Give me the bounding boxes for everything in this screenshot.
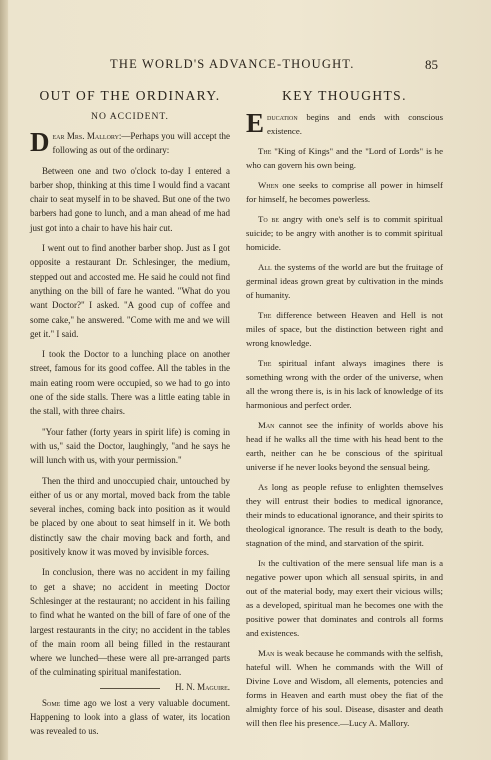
paragraph-text: the systems of the world are but the fruitage of germinal ideas grown great by cultivation in the minds of humanity. [246, 262, 443, 300]
paragraph [246, 110, 443, 138]
thought-paragraph [246, 556, 443, 640]
left-column-title: OUT OF THE ORDINARY. [39, 88, 221, 103]
page-number: 85 [425, 57, 438, 72]
thought-paragraph [246, 418, 443, 474]
paragraph: "Your father (forty years in spirit life) is coming in with us," said the Doctor, laughingly, "and he says he will lunch with us, with your permission." [30, 426, 230, 466]
paragraph-text: the cultivation of the mere sensual life man is a negative power upon which all sensual spirits, in and out of the material body, may exert their vicious wills; as a developed, spiritual man he becomes one with the positive power that dominates and controls all forms and existences. [246, 558, 443, 638]
lead-words: Some [42, 697, 61, 708]
paragraph-text: angry with one's self is to commit spiritual suicide; to be angry with another is to commit spiritual homicide. [246, 214, 443, 252]
lead-words: As [258, 482, 268, 492]
thought-paragraph [246, 308, 443, 350]
lead-words: ear Mrs. Mallory [52, 131, 119, 141]
paragraph: Then the third and unoccupied chair, untouched by either of us or any mortal, moved back from the table several inches, coming back into position as it would be placed by one about to seat himself in it. We both distinctly saw the chair moving back and forth, and positively know it was moved by invisible forces. [30, 475, 230, 558]
paragraph-text: time ago we lost a very valuable document. Happening to look into a glass of water, its location was revealed to us. [30, 697, 230, 737]
right-column [246, 88, 443, 736]
paragraph-text: long as people refuse to enlighten themselves they will entrust their bodies to medical ignorance, their minds to educational ignorance, and their spirits to theological ignorance. The result is death to the body, stagnation of the mind, and starvation of the spirit. [246, 482, 443, 548]
page-header [0, 57, 491, 75]
lead-words: The [258, 358, 272, 368]
lead-words: The [258, 310, 272, 320]
paragraph: I took the Doctor to a lunching place on another street, famous for its good coffee. All the tables in the main eating room were occupied, so we had to go into one of the side stalls. There was a little eating table in the stall, with three chairs. [30, 349, 230, 417]
article-subtitle: NO ACCIDENT. [91, 111, 169, 122]
lead-words: ducation [267, 112, 298, 122]
section-divider [100, 688, 160, 689]
thought-paragraph [246, 646, 443, 730]
paragraph-text: :—Perhaps you will accept the following as out of the ordinary: [52, 131, 230, 156]
paragraph [30, 129, 230, 158]
lead-words: When [258, 180, 279, 190]
page-spine-shadow [0, 0, 8, 760]
paragraph: I went out to find another barber shop. Just as I got opposite a restaurant Dr. Schlesinger, the medium, stepped out and accosted me. He said he could not find anything on the bill of fare he wanted. "What do you want Doctor?" I asked. "A good cup of coffee and some cake," he answered. "Come with me and we will get it." I said. [30, 243, 230, 339]
paragraph [30, 696, 230, 739]
thought-paragraph [246, 178, 443, 206]
lead-words: The [258, 146, 272, 156]
lead-words: All [258, 262, 272, 272]
lead-words: Man [258, 648, 275, 658]
right-column-title: KEY THOUGHTS. [282, 88, 407, 103]
paragraph-text: In conclusion, there was no accident in my failing to get a shave; no accident in meeting Doctor Schlesinger at the restaurant; no accident in his failing to find what he wanted on the bill of fare of one of the largest restaurants in the city; no accident in the tables of the main room all being filled in the restaurant where we lunched—these were all pre-arranged parts of the culminating spiritual manifestation. [30, 567, 230, 678]
drop-cap: E [246, 108, 265, 138]
thought-paragraph [246, 260, 443, 302]
drop-cap: D [30, 127, 50, 157]
paragraph: Between one and two o'clock to-day I entered a barber shop, thinking at this time I would find a vacant chair to seat myself in to be shaved. But one of the two barbers had gone to lunch, and a man ahead of me had just got into a chair to have his hair cut. [30, 165, 230, 233]
thought-paragraph [246, 480, 443, 550]
thought-paragraph [246, 356, 443, 412]
paragraph-text: begins and ends with conscious existence. [267, 112, 443, 136]
thought-paragraph [246, 212, 443, 254]
paragraph-text: spiritual infant always imagines there is something wrong with the order of the universe, when all the wrong there is, is in his lack of knowledge of its harmonious and perfect order. [246, 358, 443, 410]
paragraph-text: difference between Heaven and Hell is not miles of space, but the distinction between right and wrong knowledge. [246, 310, 443, 348]
lead-words: Man [258, 420, 275, 430]
paragraph-text: one seeks to comprise all power in himself for himself, he becomes powerless. [246, 180, 443, 204]
left-column [30, 88, 230, 745]
lead-words: To be [258, 214, 280, 224]
lead-words: In [258, 558, 266, 568]
thought-paragraph [246, 144, 443, 172]
paragraph-text: "King of Kings" and the "Lord of Lords" is he who can govern his own being. [246, 146, 443, 170]
paragraph-text: cannot see the infinity of worlds above his head if he walks all the time with his head bent to the earth, neither can he be conscious of the spiritual universe if he never looks beyond the sensual being. [246, 420, 443, 472]
running-title: THE WORLD'S ADVANCE-THOUGHT. [110, 57, 355, 71]
signature: H. N. Maguire. [175, 681, 230, 692]
paragraph [30, 565, 230, 692]
paragraph-text: is weak because he commands with the selfish, hateful will. When he commands with the Will of Divine Love and Wisdom, all elements, potencies and forms in Heaven and earth must obey the fiat of the almighty force of his soul. Disease, disaster and death will then flee his presence.—Lucy A. Mallory. [246, 648, 443, 728]
